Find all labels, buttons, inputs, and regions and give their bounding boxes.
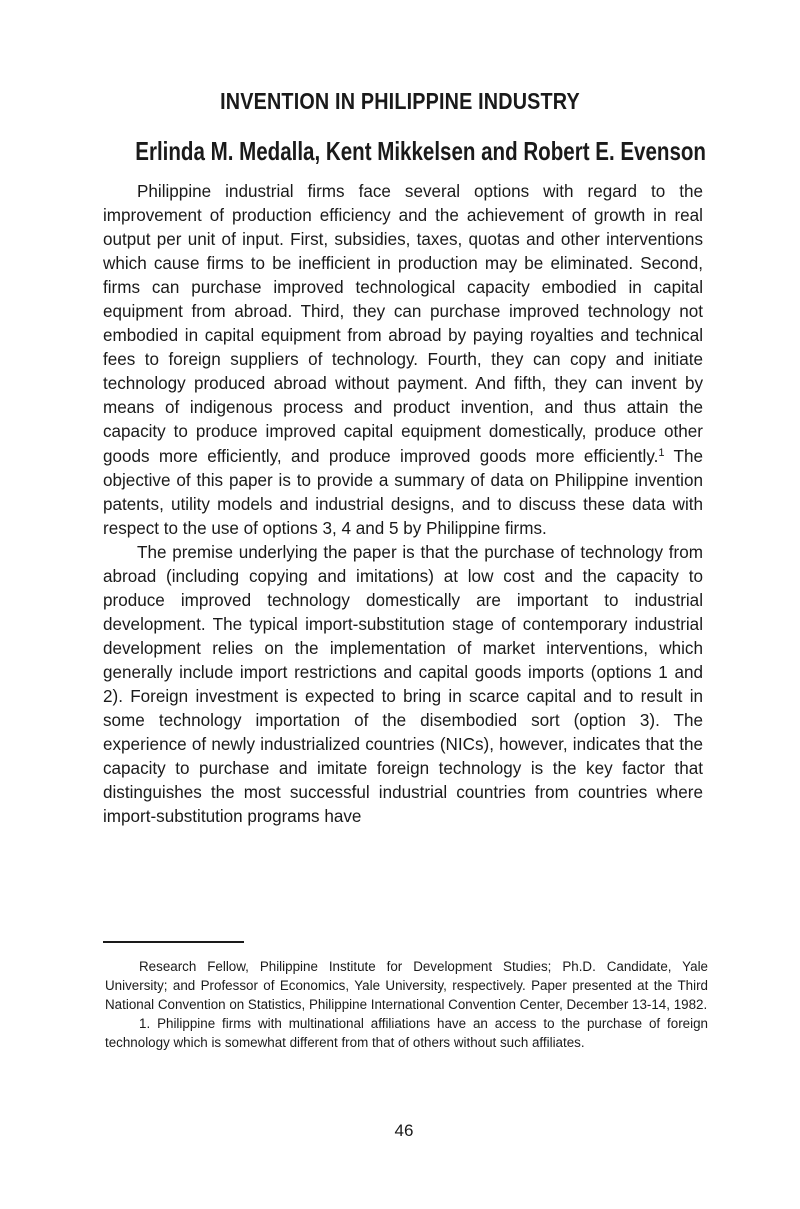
- paragraph-text: The objective of this paper is to provide a summary of data on Philippine invention patents, utility models and industrial designs, and to discuss these data with respect to the use of options 3, 4 and 5 by Philippine firms.: [103, 446, 703, 538]
- footnote-affiliation: Research Fellow, Philippine Institute for Development Studies; Ph.D. Candidate, Yale University; and Professor of Economics, Yale University, respectively. Paper presented at the Third National Convention on Statistics, Philippine International Convention Center, December 13-14, 1982.: [105, 959, 708, 1012]
- author-list: Erlinda M. Medalla, Kent Mikkelsen and Robert E. Evenson: [135, 136, 706, 166]
- paper-title: INVENTION IN PHILIPPINE INDUSTRY: [220, 88, 580, 114]
- footnotes: [105, 957, 708, 1052]
- footnote-1: 1. Philippine firms with multinational affiliations have an access to the purchase of foreign technology which is somewhat different from that of others without such affiliates.: [105, 1016, 708, 1050]
- page-number: 46: [394, 1121, 414, 1140]
- footnote-divider: [103, 941, 244, 943]
- body-paragraph: [103, 180, 703, 541]
- body-text: [103, 180, 703, 829]
- footnote-marker: 1: [658, 446, 665, 459]
- body-paragraph: The premise underlying the paper is that the purchase of technology from abroad (including copying and imitations) at low cost and the capacity to produce improved technology domestically are important to industrial development. The typical import-substitution stage of contemporary industrial development relies on the implementation of market interventions, which generally include import restrictions and capital goods imports (options 1 and 2). Foreign investment is expected to bring in scarce capital and to result in some technology importation of the disembodied sort (option 3). The experience of newly industrialized countries (NICs), however, indicates that the capacity to purchase and imitate foreign technology is the key factor that distinguishes the most successful industrial countries from countries where import-substitution programs have: [103, 542, 703, 827]
- paragraph-text: Philippine industrial firms face several options with regard to the improvement of production efficiency and the achievement of growth in real output per unit of input. First, subsidies, taxes, quotas and other interventions which cause firms to be inefficient in production may be eliminated. Second, firms can purchase improved technological capacity embodied in capital equipment from abroad. Third, they can purchase improved technology not embodied in capital equipment from abroad by paying royalties and technical fees to foreign suppliers of technology. Fourth, they can copy and initiate technology produced abroad without payment. And fifth, they can invent by means of indigenous process and product invention, and thus attain the capacity to produce improved capital equipment domestically, produce other goods more efficiently, and produce improved goods more efficiently.: [103, 182, 703, 466]
